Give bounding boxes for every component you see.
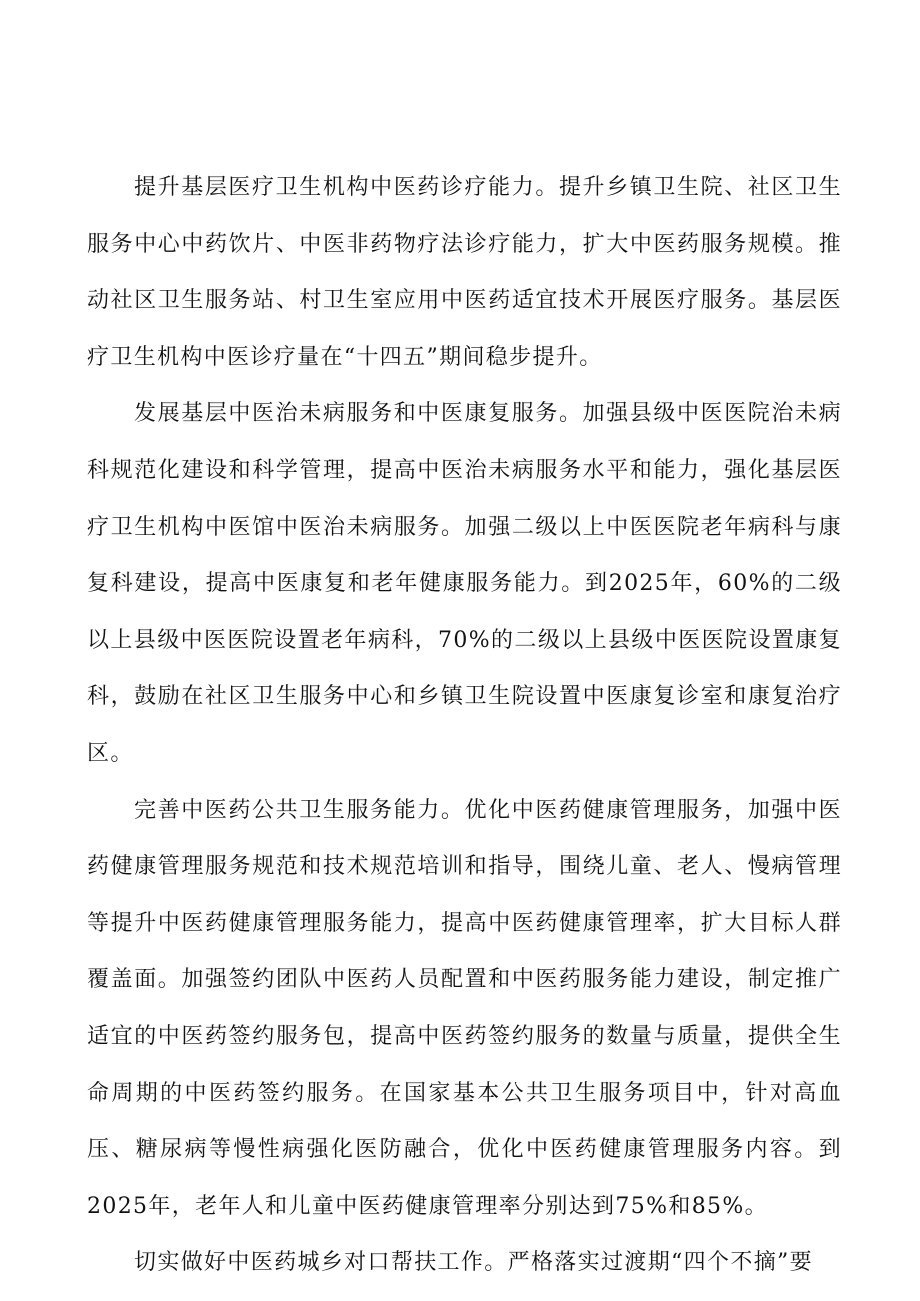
- paragraph-primary-care-tcm-capacity: 提升基层医疗卫生机构中医药诊疗能力。提升乡镇卫生院、社区卫生服务中心中药饮片、中医非药物疗法诊疗能力，扩大中医药服务规模。推动社区卫生服务站、村卫生室应用中医药适宜技术开展医疗服务。基层医疗卫生机构中医诊疗量在“十四五”期间稳步提升。: [87, 175, 842, 370]
- paragraph-preventive-rehab-services: 发展基层中医治未病服务和中医康复服务。加强县级中医医院治未病科规范化建设和科学管理，提高中医治未病服务水平和能力，强化基层医疗卫生机构中医馆中医治未病服务。加强二级以上中医医院老年病科与康复科建设，提高中医康复和老年健康服务能力。到2025年，60%的二级以上县级中医医院设置老年病科，70%的二级以上县级中医医院设置康复科，鼓励在社区卫生服务中心和乡镇卫生院设置中医康复诊室和康复治疗区。: [87, 401, 842, 766]
- document-body: [87, 160, 842, 1292]
- paragraph-public-health-services: 完善中医药公共卫生服务能力。优化中医药健康管理服务，加强中医药健康管理服务规范和技术规范培训和指导，围绕儿童、老人、慢病管理等提升中医药健康管理服务能力，提高中医药健康管理率，扩大目标人群覆盖面。加强签约团队中医药人员配置和中医药服务能力建设，制定推广适宜的中医药签约服务包，提高中医药签约服务的数量与质量，提供全生命周期的中医药签约服务。在国家基本公共卫生服务项目中，针对高血压、糖尿病等慢性病强化医防融合，优化中医药健康管理服务内容。到2025年，老年人和儿童中医药健康管理率分别达到75%和85%。: [87, 797, 842, 1219]
- paragraph-urban-rural-assistance: 切实做好中医药城乡对口帮扶工作。严格落实过渡期“四个不摘”要: [134, 1250, 813, 1276]
